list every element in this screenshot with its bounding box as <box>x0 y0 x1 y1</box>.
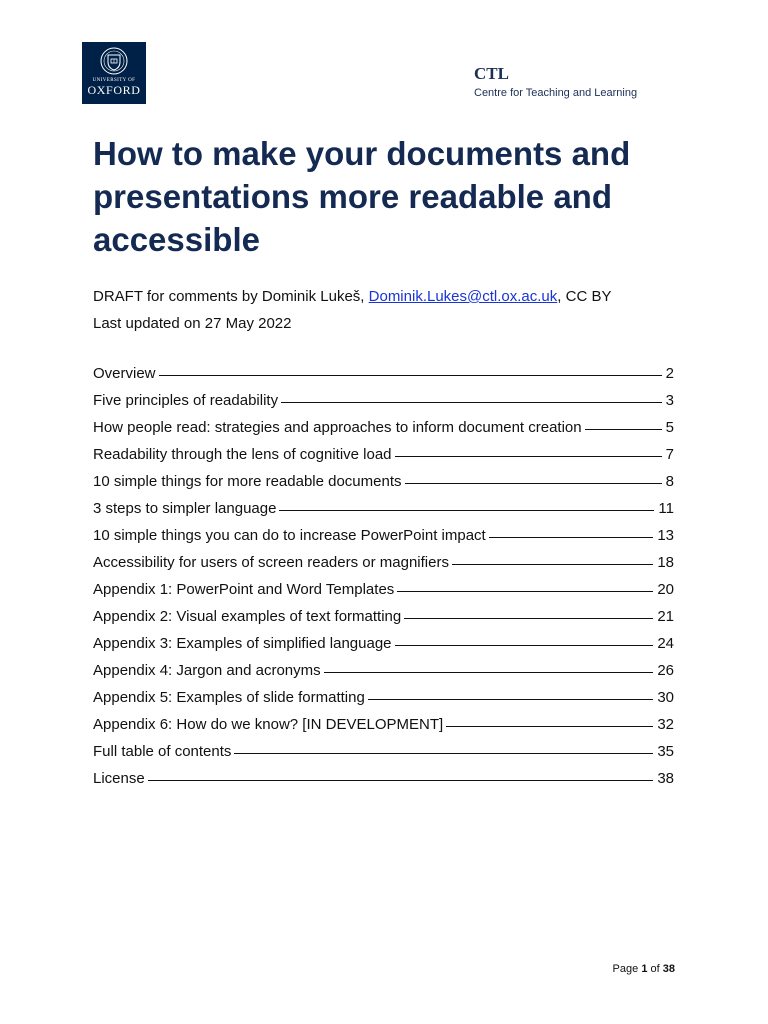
toc-leader-line <box>395 456 662 457</box>
toc-entry-title: Appendix 1: PowerPoint and Word Templates <box>93 581 395 598</box>
footer-total-pages: 38 <box>662 963 675 975</box>
draft-suffix: , CC BY <box>557 288 612 305</box>
toc-entry[interactable] <box>93 527 674 554</box>
table-of-contents <box>93 365 674 797</box>
toc-entry-page: 30 <box>657 689 674 706</box>
toc-leader-line <box>452 564 653 565</box>
toc-entry-title: Appendix 5: Examples of slide formatting <box>93 689 365 706</box>
toc-entry-page: 5 <box>665 419 674 436</box>
toc-entry-title: 10 simple things for more readable documents <box>93 473 402 490</box>
document-meta <box>93 283 611 337</box>
toc-leader-line <box>159 375 662 376</box>
unit-name: Centre for Teaching and Learning <box>474 87 638 99</box>
toc-entry[interactable] <box>93 689 674 716</box>
crest-icon <box>99 46 129 76</box>
toc-entry-page: 32 <box>657 716 674 733</box>
toc-entry-title: 10 simple things you can do to increase PowerPoint impact <box>93 527 486 544</box>
toc-entry-title: How people read: strategies and approaches to inform document creation <box>93 419 582 436</box>
toc-entry-page: 21 <box>657 608 674 625</box>
draft-prefix: DRAFT for comments by Dominik Lukeš, <box>93 288 369 305</box>
toc-entry-title: Appendix 3: Examples of simplified language <box>93 635 392 652</box>
toc-leader-line <box>585 429 662 430</box>
unit-abbreviation: CTL <box>474 64 509 83</box>
toc-entry[interactable] <box>93 635 674 662</box>
toc-leader-line <box>489 537 654 538</box>
toc-entry[interactable] <box>93 608 674 635</box>
toc-entry[interactable] <box>93 770 674 797</box>
toc-entry-title: Accessibility for users of screen readers or magnifiers <box>93 554 449 571</box>
toc-leader-line <box>279 510 654 511</box>
toc-entry-page: 2 <box>665 365 674 382</box>
toc-entry[interactable] <box>93 473 674 500</box>
toc-entry-title: Readability through the lens of cognitive load <box>93 446 392 463</box>
toc-entry[interactable] <box>93 554 674 581</box>
footer-current-page: 1 <box>641 963 648 975</box>
toc-leader-line <box>234 753 653 754</box>
oxford-logo <box>82 42 146 104</box>
toc-entry[interactable] <box>93 662 674 689</box>
logo-university-text: UNIVERSITY OF <box>92 78 136 83</box>
toc-leader-line <box>397 591 653 592</box>
toc-entry-page: 7 <box>665 446 674 463</box>
toc-entry[interactable] <box>93 446 674 473</box>
toc-leader-line <box>324 672 654 673</box>
toc-entry-title: Five principles of readability <box>93 392 279 409</box>
toc-entry-page: 11 <box>658 500 674 517</box>
toc-entry-title: Appendix 6: How do we know? [IN DEVELOPMENT] <box>93 716 444 733</box>
toc-leader-line <box>368 699 654 700</box>
toc-entry-page: 8 <box>665 473 674 490</box>
toc-entry-title: Appendix 2: Visual examples of text formatting <box>93 608 402 625</box>
toc-entry[interactable] <box>93 581 674 608</box>
toc-leader-line <box>148 780 654 781</box>
toc-entry[interactable] <box>93 743 674 770</box>
footer-page-word: Page <box>612 963 639 975</box>
toc-entry-page: 3 <box>665 392 674 409</box>
toc-entry-title: 3 steps to simpler language <box>93 500 277 517</box>
author-email-link[interactable]: Dominik.Lukes@ctl.ox.ac.uk <box>368 288 558 305</box>
toc-entry-page: 24 <box>657 635 674 652</box>
toc-entry-page: 35 <box>657 743 674 760</box>
toc-entry[interactable] <box>93 500 674 527</box>
toc-leader-line <box>281 402 662 403</box>
toc-leader-line <box>405 483 662 484</box>
toc-entry[interactable] <box>93 419 674 446</box>
toc-entry-page: 20 <box>657 581 674 598</box>
toc-leader-line <box>395 645 654 646</box>
draft-line <box>93 283 611 310</box>
toc-entry[interactable] <box>93 392 674 419</box>
document-title: How to make your documents and presentations more readable and accessible <box>93 135 631 258</box>
toc-leader-line <box>404 618 653 619</box>
page-footer <box>613 963 675 975</box>
toc-entry[interactable] <box>93 716 674 743</box>
toc-entry-page: 38 <box>657 770 674 787</box>
toc-leader-line <box>446 726 653 727</box>
toc-entry-page: 13 <box>657 527 674 544</box>
footer-of-word: of <box>650 963 660 975</box>
toc-entry[interactable] <box>93 365 674 392</box>
toc-entry-page: 26 <box>657 662 674 679</box>
toc-entry-title: License <box>93 770 145 787</box>
last-updated: Last updated on 27 May 2022 <box>93 315 292 332</box>
toc-entry-title: Appendix 4: Jargon and acronyms <box>93 662 321 679</box>
logo-oxford-text: OXFORD <box>87 83 141 97</box>
toc-entry-title: Overview <box>93 365 156 382</box>
toc-entry-title: Full table of contents <box>93 743 232 760</box>
toc-entry-page: 18 <box>657 554 674 571</box>
